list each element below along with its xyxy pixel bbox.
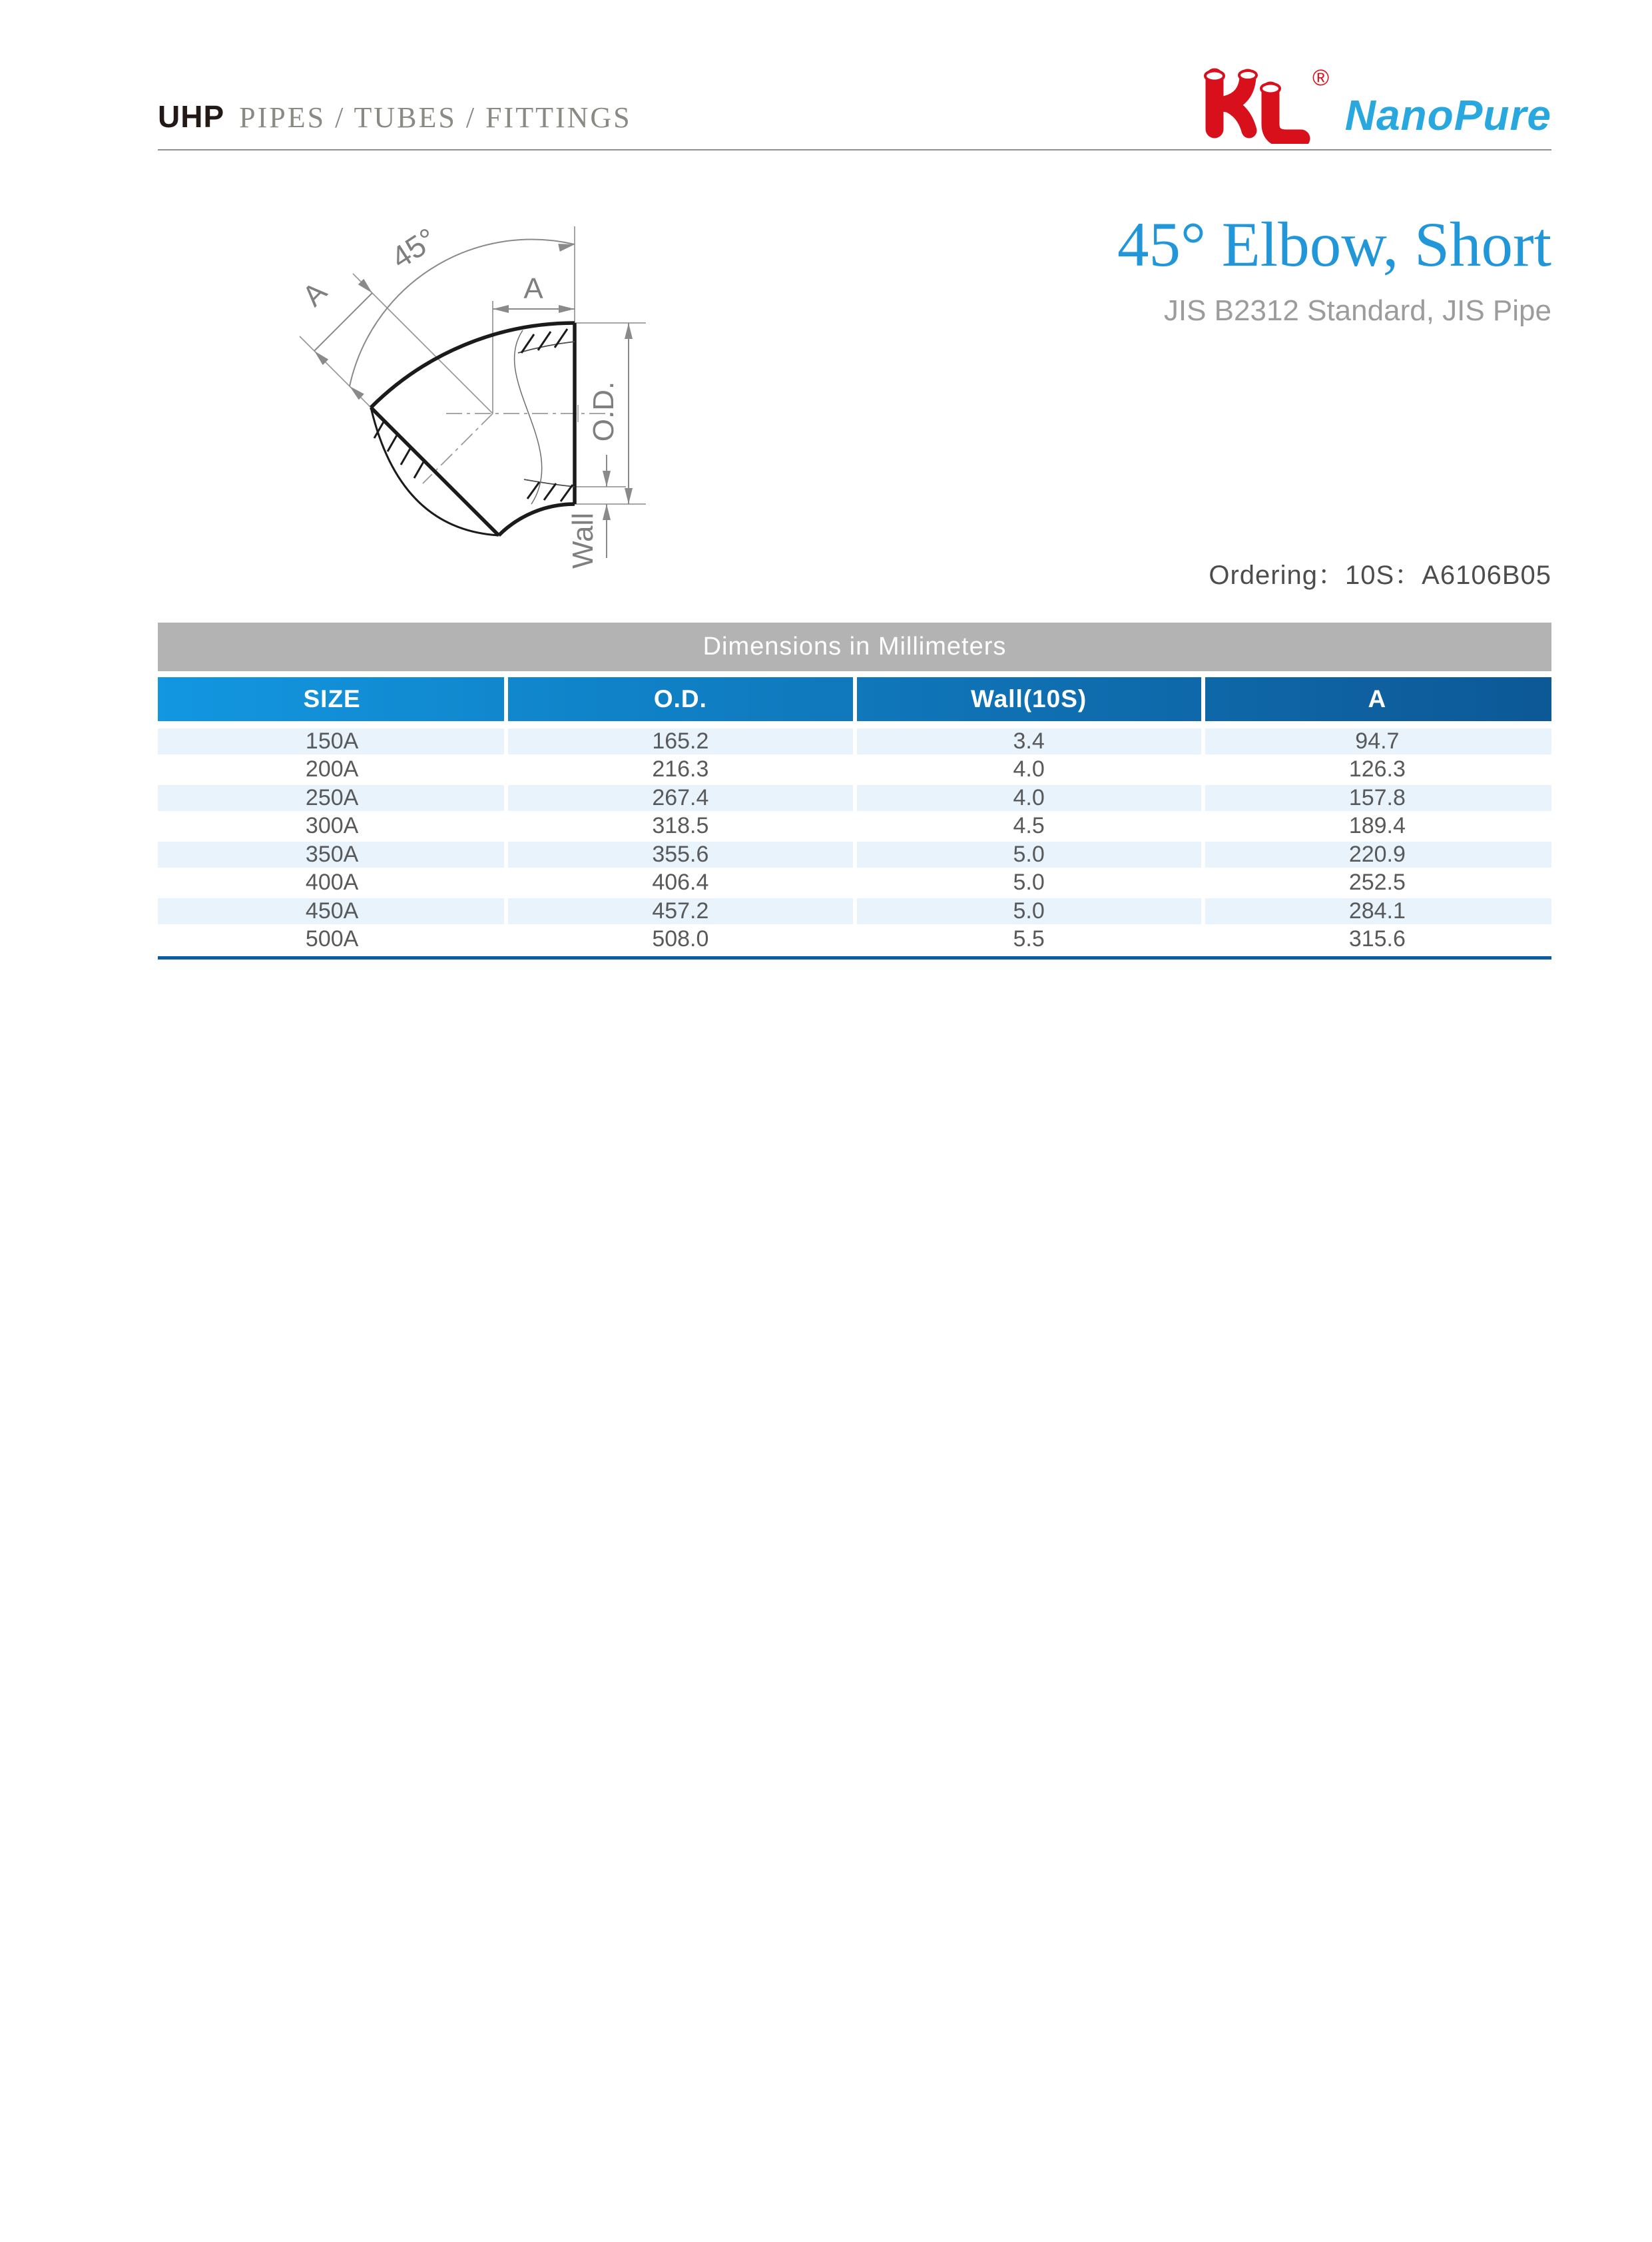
table-cell: 250A <box>305 785 359 810</box>
section-hatching <box>374 329 573 501</box>
registered-mark: ® <box>1312 65 1329 91</box>
product-title-block <box>1117 209 1551 328</box>
table-cell: 200A <box>305 756 359 782</box>
table-cell: 318.5 <box>652 813 709 839</box>
table-cell: 508.0 <box>652 926 709 952</box>
table-cell: 189.4 <box>1348 813 1406 839</box>
table-grid <box>158 677 1551 954</box>
column-header-a: A <box>1368 685 1387 712</box>
table-cell: 126.3 <box>1348 756 1406 782</box>
table-cell: 216.3 <box>652 756 709 782</box>
column-separator <box>504 677 508 954</box>
table-cell: 267.4 <box>652 785 709 810</box>
company-logo <box>1189 64 1551 144</box>
dim-label-od: O.D. <box>587 381 620 442</box>
column-header-size: SIZE <box>303 685 361 712</box>
column-separator <box>1201 677 1205 954</box>
dim-label-angle: 45° <box>384 220 443 276</box>
dimensions-table <box>158 623 1551 960</box>
table-cell: 94.7 <box>1355 728 1400 754</box>
table-cell: 300A <box>305 813 359 839</box>
table-cell: 284.1 <box>1348 898 1406 924</box>
kl-pipe-logo-icon <box>1189 64 1336 144</box>
table-cell: 5.0 <box>1013 870 1045 896</box>
dimension-arrows <box>312 240 633 520</box>
table-cell: 350A <box>305 842 359 867</box>
column-separator <box>853 677 857 954</box>
table-cell: 157.8 <box>1348 785 1406 810</box>
centerlines <box>423 414 613 483</box>
table-cell: 5.5 <box>1013 926 1045 952</box>
dim-label-wall: Wall <box>567 513 599 569</box>
table-cell: 3.4 <box>1013 728 1045 754</box>
elbow-outline <box>371 323 575 535</box>
dim-label-a-incline: A <box>296 276 334 313</box>
table-cell: 400A <box>305 870 359 896</box>
table-cell: 355.6 <box>652 842 709 867</box>
table-cell: 165.2 <box>652 728 709 754</box>
page-header <box>158 99 632 135</box>
extension-lines <box>300 226 646 504</box>
header-divider <box>158 149 1551 150</box>
table-cell: 220.9 <box>1348 842 1406 867</box>
column-header-od: O.D. <box>653 685 707 712</box>
table-caption: Dimensions in Millimeters <box>158 623 1551 671</box>
table-cell: 4.0 <box>1013 785 1045 810</box>
elbow-technical-drawing <box>186 193 692 593</box>
page-title: 45° Elbow, Short <box>1117 209 1551 280</box>
table-cell: 252.5 <box>1348 870 1406 896</box>
inner-wall-edges <box>518 342 575 487</box>
dim-label-a-top: A <box>523 272 543 305</box>
table-cell: 5.0 <box>1013 842 1045 867</box>
table-cell: 315.6 <box>1348 926 1406 952</box>
logo-name: NanoPure <box>1344 91 1551 139</box>
table-bottom-rule <box>158 956 1551 960</box>
table-cell: 5.0 <box>1013 898 1045 924</box>
table-cell: 457.2 <box>652 898 709 924</box>
column-header-wall: Wall(10S) <box>971 685 1087 712</box>
table-cell: 500A <box>305 926 359 952</box>
header-tagline: PIPES / TUBES / FITTINGS <box>239 101 632 134</box>
brand-uhp: UHP <box>158 99 225 134</box>
table-cell: 4.5 <box>1013 813 1045 839</box>
table-cell: 4.0 <box>1013 756 1045 782</box>
table-cell: 406.4 <box>652 870 709 896</box>
break-line <box>515 330 542 504</box>
page-subtitle: JIS B2312 Standard, JIS Pipe <box>1163 294 1551 327</box>
ordering-code: Ordering：10S：A6106B05 <box>1209 561 1551 590</box>
table-cell: 450A <box>305 898 359 924</box>
table-cell: 150A <box>305 728 359 754</box>
